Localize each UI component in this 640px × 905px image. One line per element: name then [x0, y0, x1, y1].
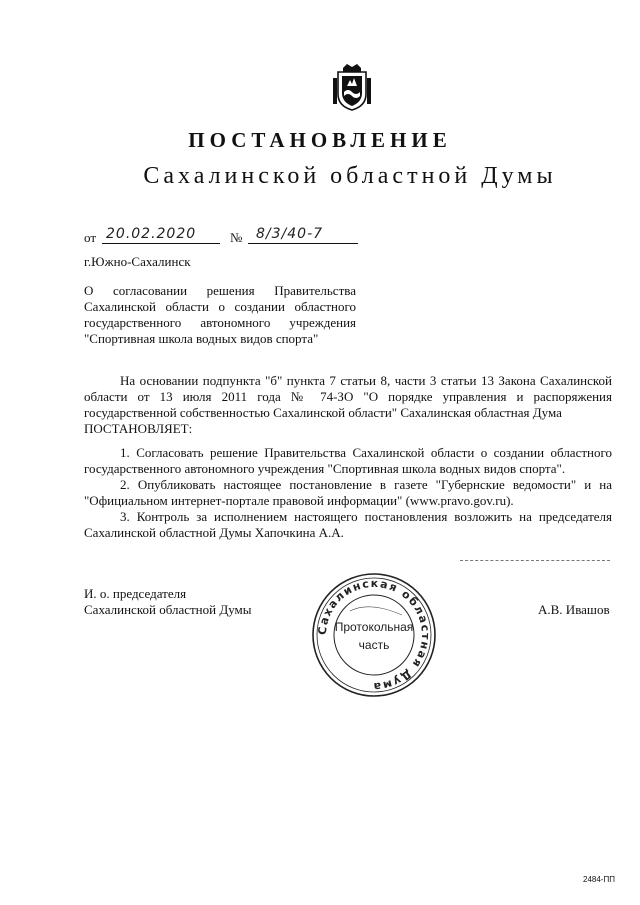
stamp-center-line2: часть — [358, 638, 390, 652]
city-line: г.Южно-Сахалинск — [84, 254, 191, 269]
decree-word: ПОСТАНОВЛЯЕТ: — [84, 421, 193, 436]
preamble-paragraph: На основании подпункта "б" пункта 7 статьи 8, части 3 статьи 13 Закона Сахалинской области от 13 июля 2011 года № 74-ЗО "О порядке управления и распоряжения государственной собственностью Сахалинской области" Сахалинская областная Дума — [84, 373, 612, 420]
list-item: 1. Согласовать решение Правительства Сахалинской области о создании областного государственного автономного учреждения "Спортивная школа водных видов спорта". — [84, 445, 612, 476]
list-item: 3. Контроль за исполнением настоящего постановления возложить на председателя Сахалинской областной Думы Хапочкина А.А. — [84, 509, 612, 540]
subject-block: О согласовании решения Правительства Сахалинской области о создании областного государственного автономного учреждения "Спортивная школа водных видов спорта" — [84, 283, 356, 346]
signer-name: А.В. Ивашов — [538, 602, 610, 617]
signer-position-line2: Сахалинской областной Думы — [84, 602, 252, 617]
list-item: 2. Опубликовать настоящее постановление в газете "Губернские ведомости" и на "Официальном интернет-портале правовой информации" (www.pravo.gov.ru). — [84, 477, 612, 508]
coat-of-arms-emblem — [331, 62, 373, 112]
date-number-row — [84, 226, 374, 248]
number-underline — [248, 243, 358, 244]
date-value: 20.02.2020 — [106, 226, 197, 242]
number-label: № — [230, 230, 243, 245]
document-body — [84, 373, 612, 541]
stamp-center-line1: Протокольная — [334, 620, 414, 634]
stamp-ring-text: Сахалинская областная Дума — [315, 576, 433, 694]
document-subtitle: Сахалинской областной Думы — [143, 163, 557, 189]
document-code: 2484-ПП — [583, 875, 615, 884]
svg-text:Сахалинская областная Дума — [316, 577, 432, 693]
scan-artifact-line — [460, 560, 610, 562]
number-value: 8/3/40-7 — [256, 226, 324, 242]
signer-position — [84, 586, 252, 618]
document-title: ПОСТАНОВЛЕНИЕ — [188, 128, 452, 152]
date-underline — [102, 243, 220, 244]
signer-position-line1: И. о. председателя — [84, 586, 187, 601]
date-label: от — [84, 230, 97, 245]
official-stamp — [310, 571, 438, 699]
